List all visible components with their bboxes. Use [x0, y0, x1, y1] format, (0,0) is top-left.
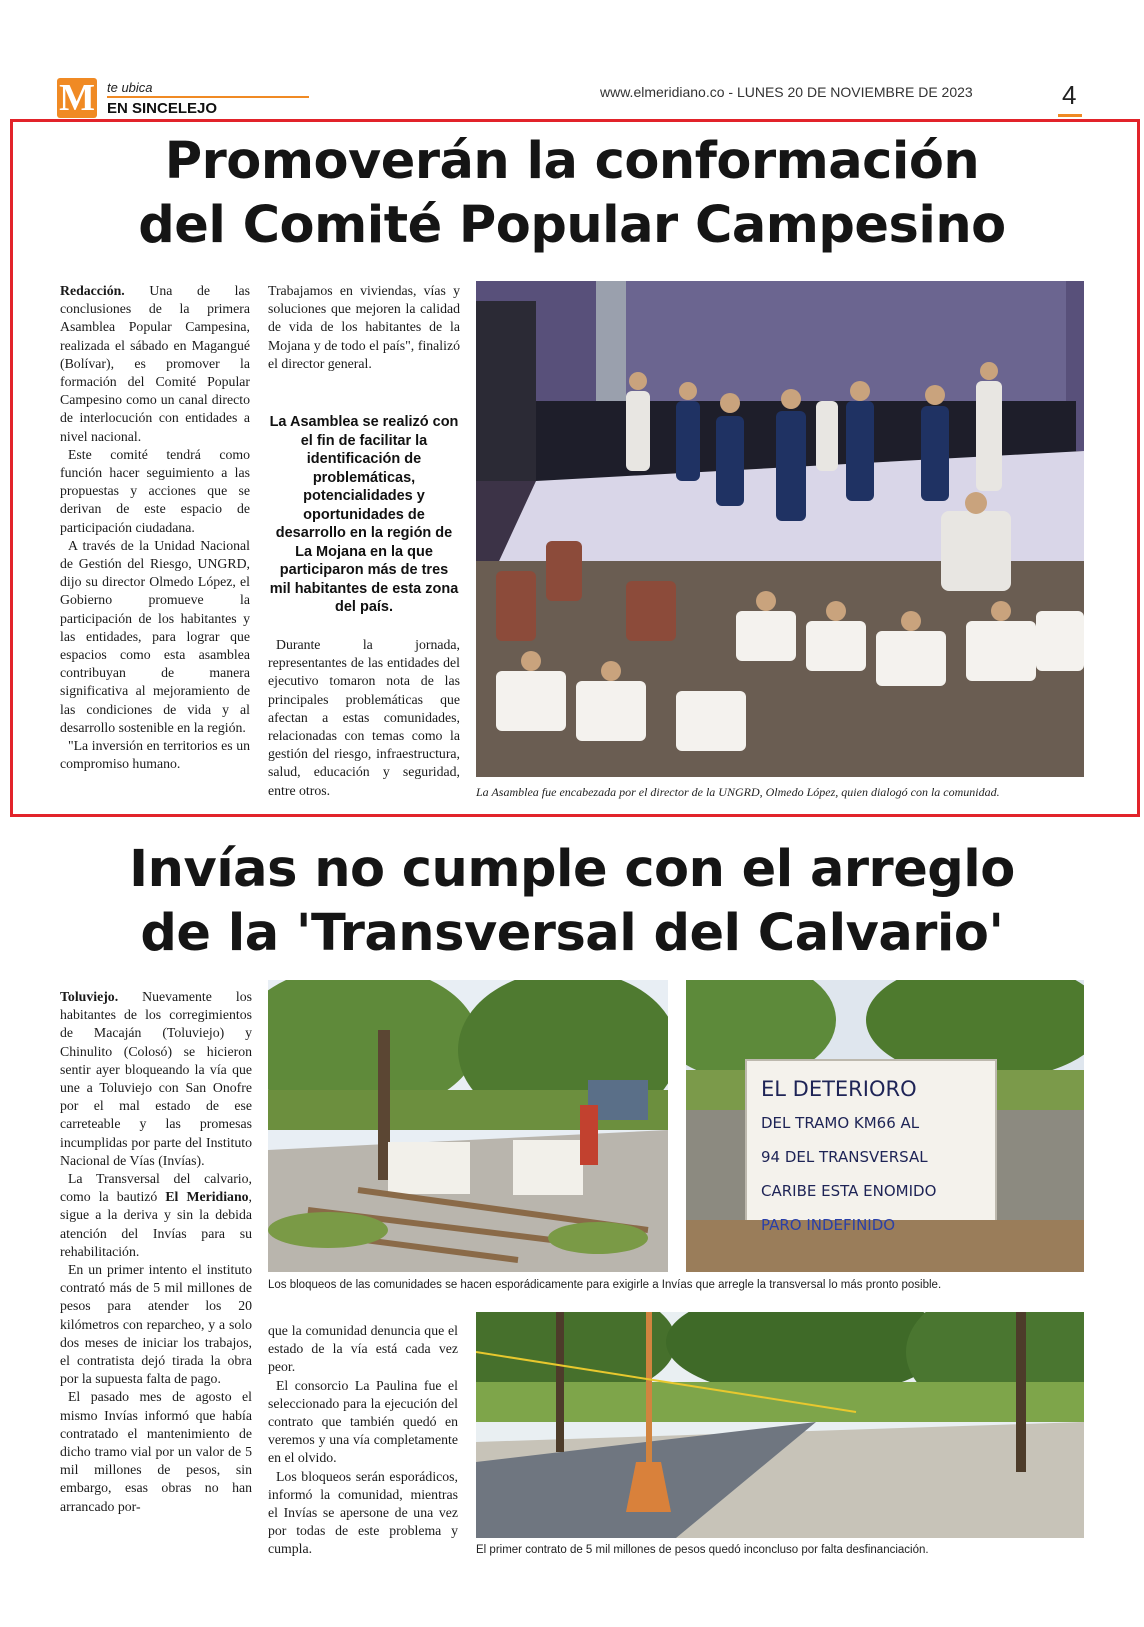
protest-photos-caption: Los bloqueos de las comunidades se hacen esporádicamente para exigirle a Invías que arregle la transversal lo más pronto posible.: [268, 1279, 942, 1291]
article2-headline-line2: de la 'Transversal del Calvario': [140, 904, 1004, 963]
article2-headline-line1: Invías no cumple con el arreglo: [129, 840, 1015, 899]
assembly-photo: [476, 281, 1084, 777]
article2-col1-p1: Nuevamente los habitantes de los corregimientos de Macaján (Toluviejo) y Chinulito (Colosó) se hicieron sentir ayer bloqueando la vía que une a Toluviejo con San Onofre por el mal estado de ese carreteable y las promesas incumplidas por parte del Instituto Nacional de Vías (Invías).: [60, 989, 252, 1168]
banner-line-1: EL DETERIORO: [761, 1077, 917, 1101]
article2-column-2: [268, 1322, 458, 1559]
article2-headline: [40, 838, 1104, 966]
article1-lead: Redacción.: [60, 283, 125, 298]
article2-col2-p2: El consorcio La Paulina fue el seleccionado para la ejecución del contrato que también quedó en veremos y una vía completamente en el olvido.: [268, 1377, 458, 1466]
assembly-photo-caption: La Asamblea fue encabezada por el director de la UNGRD, Olmedo López, quien dialogó con la comunidad.: [476, 785, 1000, 799]
page-number-rule: [1058, 114, 1082, 117]
road-photo-caption: El primer contrato de 5 mil millones de pesos quedó inconcluso por falta desfinanciación.: [476, 1544, 929, 1556]
section-rule: [107, 96, 309, 98]
article2-col1-p3: En un primer intento el instituto contrató más de 5 mil millones de pesos para atender los 20 kilómetros con reparcheo, y a solo dos meses de iniciar los trabajos, el contratista dejó tirada la obra por la supuesta falta de pago.: [60, 1262, 252, 1387]
article2-lead: Toluviejo.: [60, 989, 119, 1004]
article1-col1-p1: Una de las conclusiones de la primera Asamblea Popular Campesina, realizada el sábado en Magangué (Bolívar), es promover la formación del Comité Popular Campesino como un canal directo de interlocución con entidades a nivel nacional.: [60, 283, 251, 444]
banner-line-4: CARIBE ESTA ENOMIDO: [761, 1182, 937, 1200]
article1-col2-p2: Durante la jornada, representantes de las entidades del ejecutivo tomaron nota de las principales problemáticas que afectan a estas comunidades, relacionadas con temas como la gestión del riesgo, infraestructura, salud, educación y seguridad, entre otros.: [268, 637, 460, 798]
banner-line-3: 94 DEL TRANSVERSAL: [761, 1148, 928, 1166]
page-number: 4: [1062, 80, 1077, 110]
article1-headline-line2: del Comité Popular Campesino: [138, 196, 1006, 255]
article1-col1-p3: A través de la Unidad Nacional de Gestión del Riesgo, UNGRD, dijo su director Olmedo López, el Gobierno promueve la participación de los habitantes y las entidades, para lograr que espacios como esta asamblea contribuyan de manera significativa al mejoramiento de las condiciones de vida y al desarrollo sostenible en la región.: [60, 537, 250, 735]
article1-col1-p2: Este comité tendrá como función hacer seguimiento a las propuestas y acciones que se derivan de este espacio de participación ciudadana.: [60, 446, 250, 535]
article2-column-1: [60, 988, 252, 1516]
article1-col2-p1: Trabajamos en viviendas, vías y soluciones que mejoren la calidad de vida de los habitantes de la Mojana y de todo el país", finalizó el director general.: [268, 283, 460, 371]
article2-col2-p3: Los bloqueos serán esporádicos, informó la comunidad, mientras el Invías se apersone de una vez por todas de este problema y cumpla.: [268, 1468, 458, 1557]
article2-col1-p2a: La Transversal del calvario, como la bautizó: [60, 1171, 252, 1205]
article1-headline-line1: Promoverán la conformación: [164, 132, 980, 191]
newspaper-logo: M: [57, 78, 97, 118]
article1-col1-p4: "La inversión en territorios es un compromiso humano.: [60, 738, 250, 772]
protest-banner-text: [761, 1072, 991, 1242]
protest-banner-photo: [686, 980, 1084, 1272]
article1-column-2b: [268, 636, 460, 800]
article2-col2-p1: que la comunidad denuncia que el estado de la vía está cada vez peor.: [268, 1323, 458, 1375]
banner-line-2: DEL TRAMO KM66 AL: [761, 1114, 920, 1132]
dateline: www.elmeridiano.co - LUNES 20 DE NOVIEMBRE DE 2023: [600, 84, 973, 100]
empty-road-photo: [476, 1312, 1084, 1538]
section-title: EN SINCELEJO: [107, 100, 218, 117]
article2-col1-p4: El pasado mes de agosto el mismo Invías informó que había contratado el mantenimiento de dicho tramo vial por un valor de 5 mil millones de pesos, sin embargo, esas obras no han arrancado por-: [60, 1389, 252, 1514]
article1-column-1: [60, 282, 250, 773]
article2-col1-p2b: , sigue a la deriva y sin la debida atención del Invías para su rehabilitación.: [60, 1189, 252, 1259]
article1-headline: [40, 130, 1104, 258]
article1-pullquote: La Asamblea se realizó con el fin de facilitar la identificación de problemáticas, potencialidades y oportunidades de desarrollo en la región de La Mojana en la que participaron más de tres mil habitantes de esta zona del país.: [269, 414, 459, 615]
banner-line-5: PARO INDEFINIDO: [761, 1216, 896, 1234]
section-kicker: te ubica: [107, 80, 153, 95]
protest-road-photo: [268, 980, 668, 1272]
article1-column-2: [268, 282, 460, 373]
article2-col1-p2-bold: El Meridiano: [165, 1189, 249, 1205]
